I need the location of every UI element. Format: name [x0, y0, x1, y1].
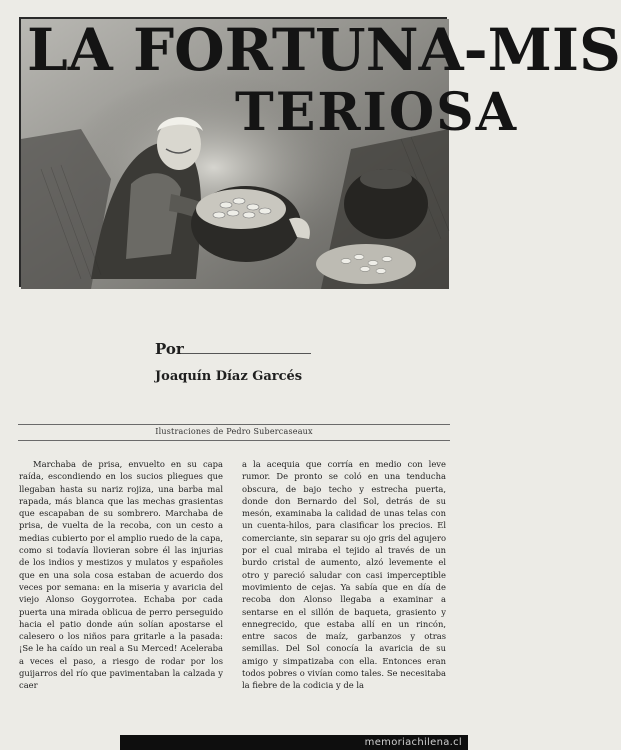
- byline-prefix: Por: [155, 340, 184, 358]
- byline-rule: [181, 353, 311, 354]
- source-watermark: memoriachilena.cl: [364, 737, 462, 748]
- credit-rule-top: [18, 424, 450, 425]
- illustration-banner: [19, 16, 621, 287]
- credit-rule-bottom: [18, 440, 450, 441]
- illustration-credit: Ilustraciones de Pedro Subercaseaux: [155, 427, 313, 436]
- body-column-left: [19, 458, 223, 692]
- body-column-right: [242, 458, 446, 692]
- body-paragraph-continued: a la acequia que corría en medio con leve rumor. De pronto se coló en una tenducha obscura, de bajo techo y estrecha puerta, donde don Bernardo del Sol, detrás de su mesón, examinaba la calidad de unas telas con un cuenta-hilos, para clasificar los precios. El comerciante, sin separar su ojo gris del agujero por el cual miraba el tejido al través de un burdo cristal de aumento, alzó levemente el otro y pareció saludar con casi imperceptible movimiento de cejas. Ya sabía que en día de recoba don Alonso llegaba a examinar a sentarse en el sillón de baqueta, grasiento y ennegrecido, que estaba allí en un rincón, entre sacos de maíz, garbanzos y otras semillas. Del Sol conocía la avaricia de su amigo y simpatizaba con ella. Entonces eran todos pobres o vivían como tales. Se necesitaba la fiebre de la codicia y de la: [242, 459, 446, 691]
- body-paragraph: Marchaba de prisa, envuelto en su capa raída, escondiendo en los sucios pliegues que llegaban hasta su nariz rojiza, una barba mal rapada, más blanca que las mechas grasientas que escapaban de su sombrero. Marchaba de prisa, de vuelta de la recoba, con un cesto a medias cubierto por el amplio ruedo de la capa, como si todavía llovieran sobre él las injurias de los indios y mestizos y mulatos y españoles que en una sola cosa estaban de acuerdo dos veces por semana: en la miseria y avaricia del viejo Alonso Goygorrotea. Echaba por cada puerta una mirada oblicua de perro perseguido hacia el patio donde aún solían apostarse el calesero o los niños para gritarle a la pasada: ¡Se le ha caído un real a Su Merced! Aceleraba a veces el paso, a riesgo de rodar por los guijarros del río que pavimentaban la calzada y caer: [19, 459, 223, 691]
- title-line-2: TERIOSA: [235, 82, 519, 143]
- author-name: Joaquín Díaz Garcés: [155, 369, 303, 384]
- title-line-1: LA FORTUNA-MIS: [27, 16, 621, 84]
